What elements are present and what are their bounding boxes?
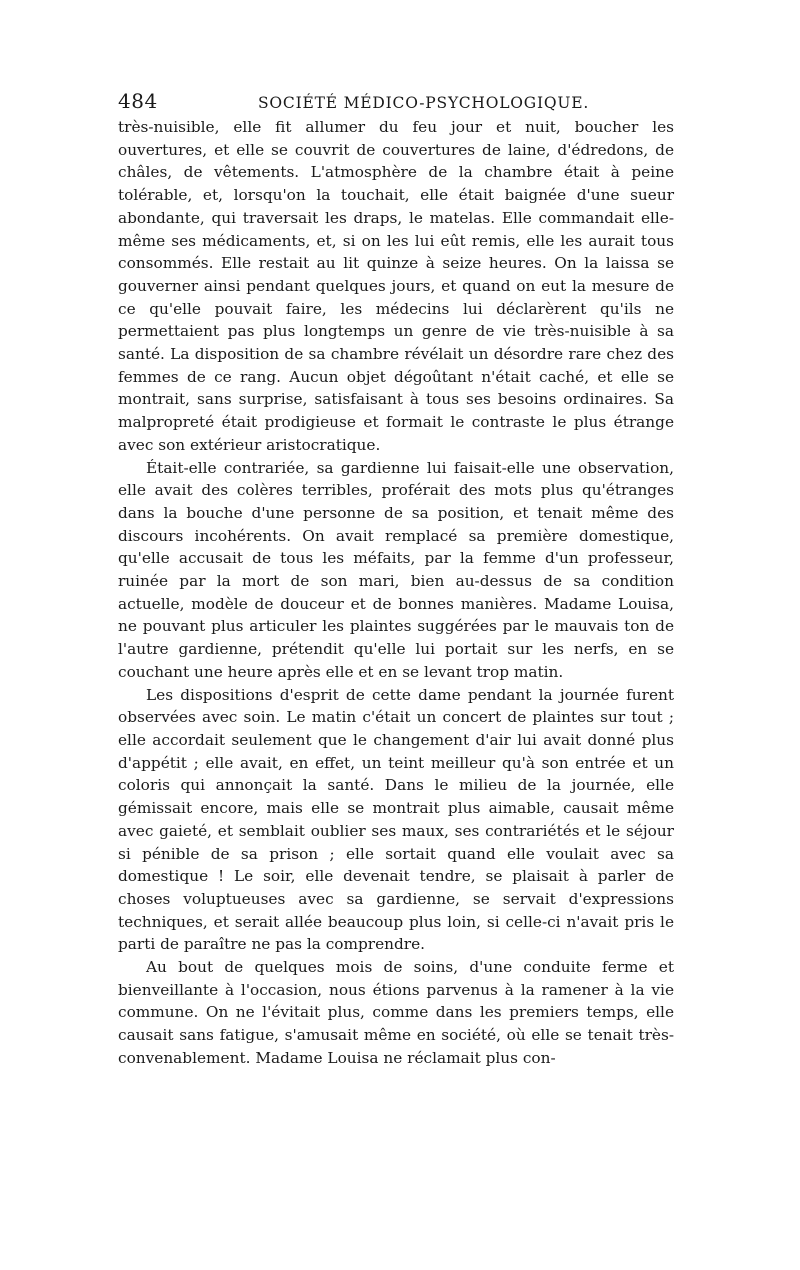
page-number: 484 (118, 89, 158, 113)
running-title: SOCIÉTÉ MÉDICO-PSYCHOLOGIQUE. (258, 94, 590, 112)
book-page (118, 88, 674, 1070)
paragraph: Les dispositions d'esprit de cette dame pendant la journée furent observées avec soin. Le matin c'était un concert de plaintes sur tout ; elle accordait seulement que le changement d'air lui avait donné plus d'appétit ; elle avait, en effet, un teint meilleur qu'à son entrée et un coloris qui annonçait la santé. Dans le milieu de la journée, elle gémissait encore, mais elle se montrait plus aimable, causait même avec gaieté, et semblait oublier ses maux, ses contrariétés et le séjour si pénible de sa prison ; elle sortait quand elle voulait avec sa domestique ! Le soir, elle devenait tendre, se plaisait à parler de choses voluptueuses avec sa gardienne, se servait d'expressions techniques, et serait allée beaucoup plus loin, si celle-ci n'avait pris le parti de paraître ne pas la comprendre. (118, 685, 674, 954)
running-header (118, 88, 674, 114)
paragraph: Était-elle contrariée, sa gardienne lui faisait-elle une observation, elle avait des colères terribles, proférait des mots plus qu'étranges dans la bouche d'une personne de sa position, et tenait même des discours incohérents. On avait remplacé sa première domestique, qu'elle accusait de tous les méfaits, par la femme d'un professeur, ruinée par la mort de son mari, bien au-dessus de sa condition actuelle, modèle de douceur et de bonnes manières. Madame Louisa, ne pouvant plus articuler les plaintes suggérées par le mauvais ton de l'autre gardienne, prétendit qu'elle lui portait sur les nerfs, en se couchant une heure après elle et en se levant trop matin. (118, 458, 674, 681)
paragraph: Au bout de quelques mois de soins, d'une conduite ferme et bienveillante à l'occasion, nous étions parvenus à la ramener à la vie commune. On ne l'évitait plus, comme dans les premiers temps, elle causait sans fatigue, s'amusait même en société, où elle se tenait très-convenablement. Madame Louisa ne réclamait plus con- (118, 958, 674, 1067)
paragraph-continued: très-nuisible, elle fit allumer du feu jour et nuit, boucher les ouvertures, et elle se couvrit de couvertures de laine, d'édredons, de châles, de vêtements. L'atmosphère de la chambre était à peine tolérable, et, lorsqu'on la touchait, elle était baignée d'une sueur abondante, qui traversait les draps, le matelas. Elle commandait elle-même ses médicaments, et, si on les lui eût remis, elle les aurait tous consommés. Elle restait au lit quinze à seize heures. On la laissa se gouverner ainsi pendant quelques jours, et quand on eut la mesure de ce qu'elle pouvait faire, les médecins lui déclarèrent qu'ils ne permettaient pas plus longtemps un genre de vie très-nuisible à sa santé. La disposition de sa chambre révélait un désordre rare chez des femmes de ce rang. Aucun objet dégoûtant n'était caché, et elle se montrait, sans surprise, satisfaisant à tous ses besoins ordinaires. Sa malpropreté était prodigieuse et formait le contraste le plus étrange avec son extérieur aristocratique. (118, 118, 674, 454)
body-text (118, 116, 674, 1070)
